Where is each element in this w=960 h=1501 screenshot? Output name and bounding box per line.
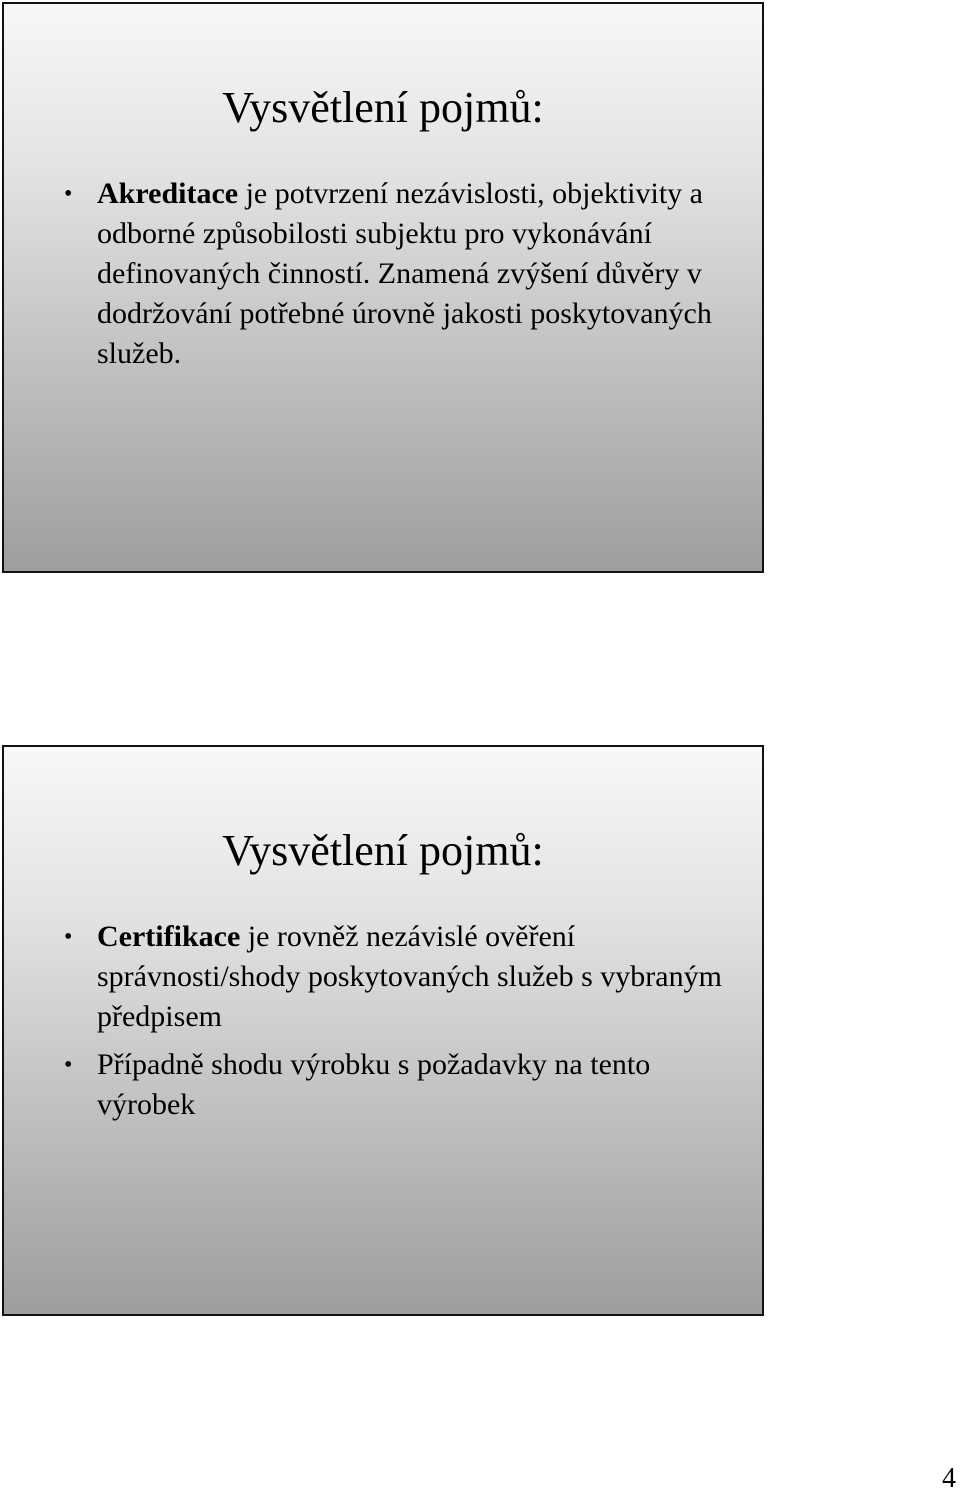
bullet-icon: • <box>64 1052 73 1078</box>
bullet-icon: • <box>64 181 73 207</box>
page-number: 4 <box>942 1463 956 1494</box>
term-akreditace: Akreditace <box>97 177 239 210</box>
term-certifikace: Certifikace <box>97 920 241 953</box>
slide-title: Vysvětlení pojmů: <box>222 83 544 132</box>
bullet-list <box>64 917 722 1133</box>
slide-1 <box>2 2 764 573</box>
bullet-item-certifikace <box>64 917 722 1037</box>
definition-certifikace: je rovněž nezávislé ověření správnosti/shody poskytovaných služeb s vybraným předpisem <box>97 920 722 1033</box>
definition-vyrobek: Případně shodu výrobku s požadavky na tento výrobek <box>97 1048 651 1121</box>
bullet-icon: • <box>64 924 73 950</box>
bullet-item-vyrobek <box>64 1045 722 1125</box>
slide-2 <box>2 745 764 1316</box>
definition-akreditace: je potvrzení nezávislosti, objektivity a odborné způsobilosti subjektu pro vykonávání definovaných činností. Znamená zvýšení důvěry v dodržování potřebné úrovně jakosti poskytovaných služeb. <box>97 177 712 370</box>
bullet-item-akreditace <box>64 174 722 374</box>
slide-title: Vysvětlení pojmů: <box>222 826 544 875</box>
bullet-list <box>64 174 722 382</box>
